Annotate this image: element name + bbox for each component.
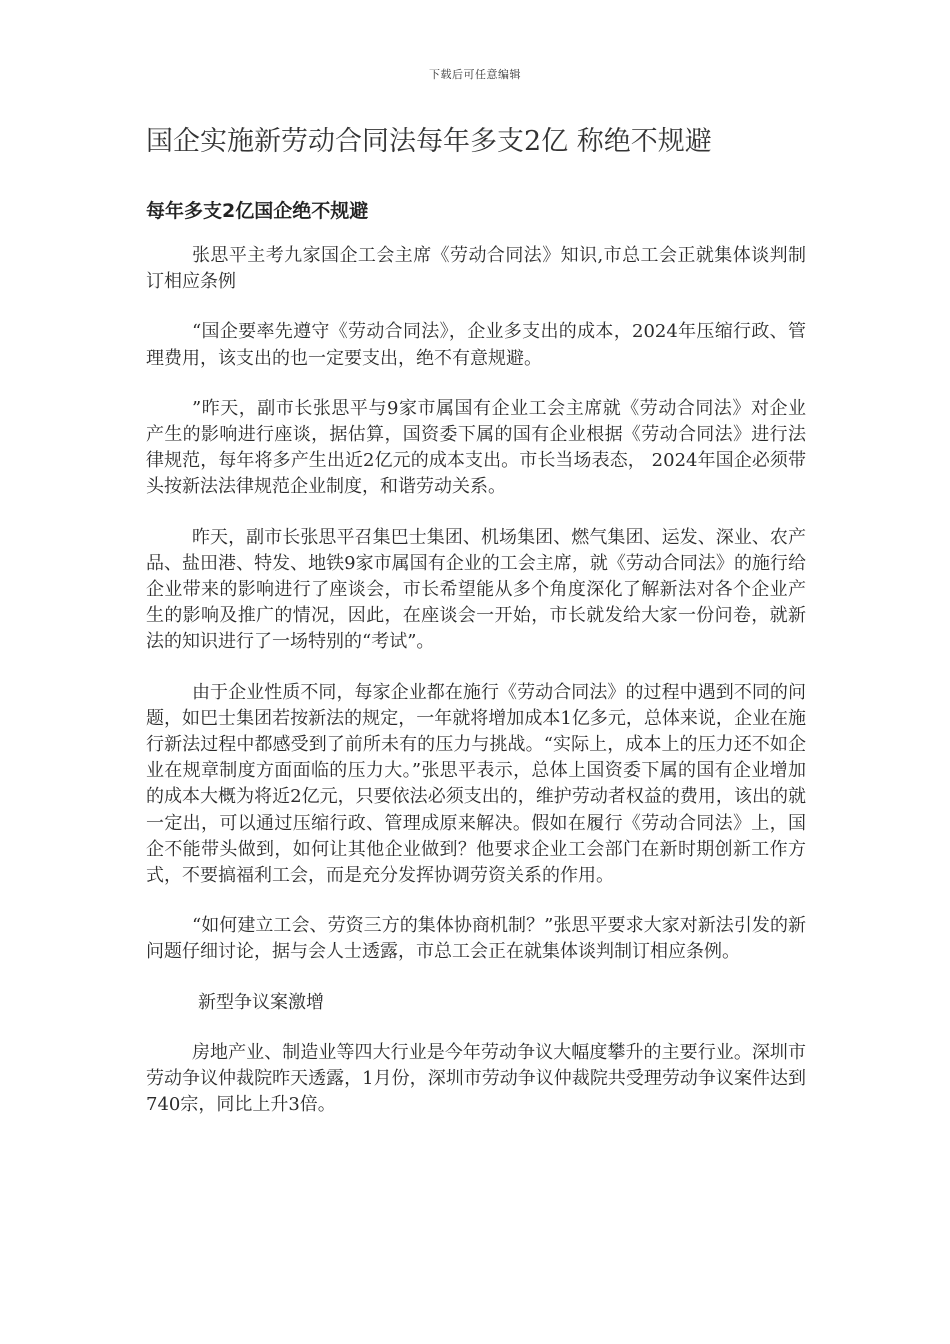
article-body (146, 243, 806, 1142)
paragraph: 房地产业、制造业等四大行业是今年劳动争议大幅度攀升的主要行业。深圳市劳动争议仲裁院昨天透露，1月份，深圳市劳动争议仲裁院共受理劳动争议案件达到740宗，同比上升3倍。 (146, 1041, 806, 1116)
document-subtitle: 每年多支2亿国企绝不规避 (146, 200, 369, 222)
paragraph: ”昨天，副市长张思平与9家市属国有企业工会主席就《劳动合同法》对企业产生的影响进行座谈，据估算，国资委下属的国有企业根据《劳动合同法》进行法律规范，每年将多产生出近2亿元的成本支出。市长当场表态， 2024年国企必须带头按新法法律规范企业制度，和谐劳动关系。 (146, 397, 806, 498)
paragraph: 由于企业性质不同，每家企业都在施行《劳动合同法》的过程中遇到不同的问题，如巴士集团若按新法的规定，一年就将增加成本1亿多元，总体来说，企业在施行新法过程中都感受到了前所未有的压力与挑战。“实际上，成本上的压力还不如企业在规章制度方面面临的压力大。”张思平表示，总体上国资委下属的国有企业增加的成本大概为将近2亿元，只要依法必须支出的，维护劳动者权益的费用，该出的就一定出，可以通过压缩行政、管理成原来解决。假如在履行《劳动合同法》上，国企不能带头做到，如何让其他企业做到？他要求企业工会部门在新时期创新工作方式，不要搞福利工会，而是充分发挥协调劳资关系的作用。 (146, 681, 806, 887)
paragraph: “国企要率先遵守《劳动合同法》，企业多支出的成本，2024年压缩行政、管理费用，该支出的也一定要支出，绝不有意规避。 (146, 321, 806, 369)
paragraph: “如何建立工会、劳资三方的集体协商机制？”张思平要求大家对新法引发的新问题仔细讨论，据与会人士透露，市总工会正在就集体谈判制订相应条例。 (146, 915, 806, 963)
paragraph: 张思平主考九家国企工会主席《劳动合同法》知识,市总工会正就集体谈判制订相应条例 (146, 245, 806, 293)
document-title: 国企实施新劳动合同法每年多支2亿 称绝不规避 (146, 126, 712, 157)
header-note: 下载后可任意编辑 (429, 68, 521, 81)
section-heading: 新型争议案激增 (198, 991, 324, 1013)
paragraph: 昨天，副市长张思平召集巴士集团、机场集团、燃气集团、运发、深业、农产品、盐田港、特发、地铁9家市属国有企业的工会主席，就《劳动合同法》的施行给企业带来的影响进行了座谈会，市长希望能从多个角度深化了解新法对各个企业产生的影响及推广的情况，因此，在座谈会一开始，市长就发给大家一份问卷，就新法的知识进行了一场特别的“考试”。 (146, 526, 806, 653)
